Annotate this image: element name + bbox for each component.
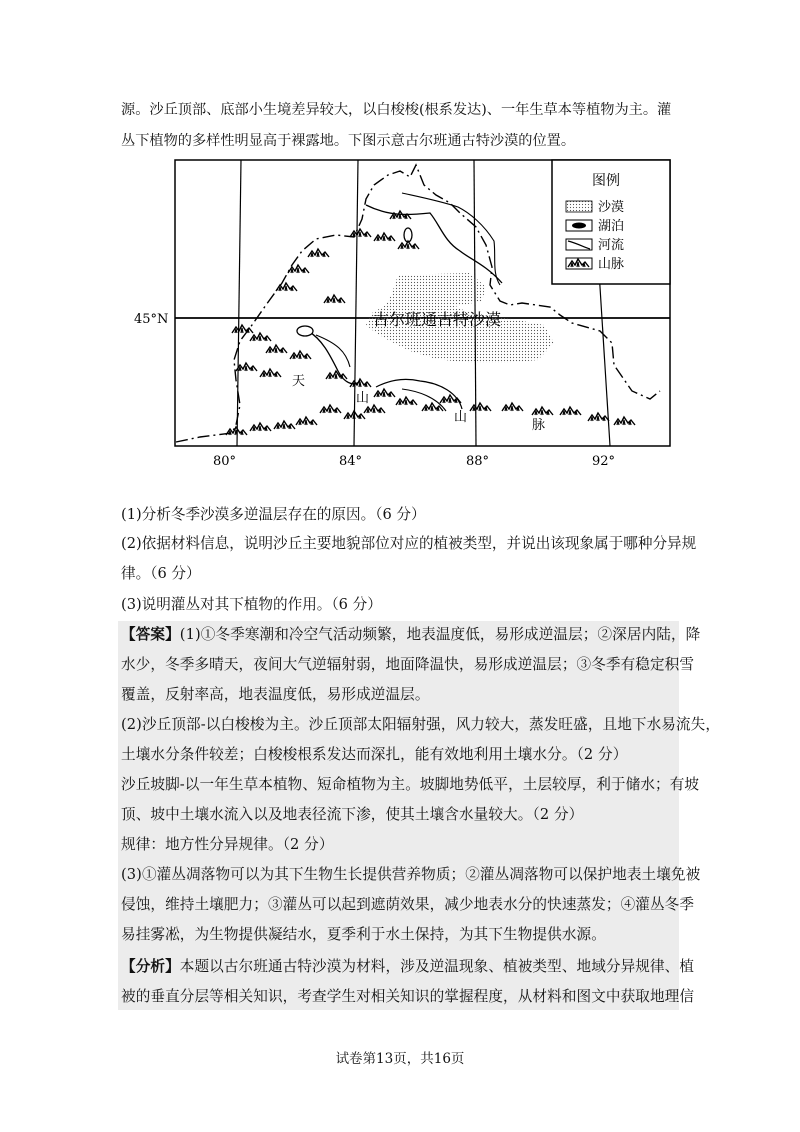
desert-name-label: 古尔班通古特沙漠 <box>373 310 502 329</box>
question-2-line-1: (2)依据材料信息，说明沙丘主要地貌部位对应的植被类型，并说出该现象属于哪种分异规 <box>121 535 697 552</box>
longitude-label-88: 88° <box>466 454 490 469</box>
answer-line-9: (3)①灌丛凋落物可以为其下生物生长提供营养物质；②灌丛凋落物可以保护地表土壤免被 <box>121 866 701 883</box>
analysis-label: 【分析】 <box>121 958 180 975</box>
analysis-line-text: 本题以古尔班通古特沙漠为材料，涉及逆温现象、植被类型、地域分异规律、植 <box>179 958 695 975</box>
answer-line-2: 水少，冬季多晴天，夜间大气逆辐射弱，地面降温快，易形成逆温层；③冬季有稳定积雪 <box>121 656 695 673</box>
page-footer: 试卷第13页，共16页 <box>335 1051 465 1067</box>
answer-label: 【答案】 <box>121 626 180 643</box>
answer-line-11: 易挂雾凇，为生物提供凝结水，夏季利于水土保持，为其下生物提供水源。 <box>121 926 606 943</box>
answer-line-1 <box>121 624 700 646</box>
legend-title: 图例 <box>592 173 620 189</box>
legend-desert-label: 沙漠 <box>598 200 625 215</box>
mountain-label-mai: 脉 <box>532 418 546 433</box>
answer-line-4: (2)沙丘顶部-以白梭梭为主。沙丘顶部太阳辐射强，风力较大，蒸发旺盛，且地下水易流失， <box>121 716 721 733</box>
answer-line-6: 沙丘坡脚-以一年生草本植物、短命植物为主。坡脚地势低平，土层较厚，利于储水；有坡 <box>121 776 700 793</box>
legend-lake-label: 湖泊 <box>598 219 625 234</box>
intro-line-1: 源。沙丘顶部、底部小生境差异较大，以白梭梭(根系发达)、一年生草本等植物为主。灌 <box>121 102 672 118</box>
legend-desert-swatch <box>566 201 592 212</box>
mountain-label-shan-1: 山 <box>356 391 370 406</box>
analysis-line-1 <box>121 956 694 978</box>
map-legend <box>552 160 670 284</box>
mountain-label-shan-2: 山 <box>454 410 468 425</box>
answer-line-5: 土壤水分条件较差；白梭梭根系发达而深扎，能有效地利用土壤水分。（2 分） <box>121 746 628 763</box>
longitude-label-84: 84° <box>339 454 363 469</box>
legend-lake-icon <box>572 223 586 229</box>
longitude-label-80: 80° <box>213 454 237 469</box>
question-2-line-2: 律。（6 分） <box>121 565 201 582</box>
latitude-label: 45°N <box>134 312 169 327</box>
lake-west <box>297 326 313 336</box>
legend-river-label: 河流 <box>598 238 625 253</box>
longitude-label-92: 92° <box>592 454 616 469</box>
answer-line-8: 规律：地方性分异规律。（2 分） <box>121 836 334 853</box>
question-1: (1)分析冬季沙漠多逆温层存在的原因。（6 分） <box>121 506 426 523</box>
analysis-line-2: 被的垂直分层等相关知识，考查学生对相关知识的掌握程度，从材料和图文中获取地理信 <box>121 988 695 1005</box>
answer-line-10: 侵蚀，维持土壤肥力；③灌丛可以起到遮荫效果，减少地表水分的快速蒸发；④灌丛冬季 <box>121 896 695 913</box>
desert-location-map <box>134 155 680 475</box>
answer-line-text: (1)①冬季寒潮和冷空气活动频繁，地表温度低，易形成逆温层；②深居内陆，降 <box>179 626 701 643</box>
answer-line-7: 顶、坡中土壤水流入以及地表径流下渗，使其土壤含水量较大。（2 分） <box>121 806 584 823</box>
legend-mountain-label: 山脉 <box>598 257 625 272</box>
intro-line-2: 丛下植物的多样性明显高于裸露地。下图示意古尔班通古特沙漠的位置。 <box>121 133 576 149</box>
mountain-label-tian: 天 <box>292 374 306 389</box>
answer-line-3: 覆盖，反射率高，地表温度低，易形成逆温层。 <box>121 686 430 703</box>
question-3: (3)说明灌丛对其下植物的作用。（6 分） <box>121 596 382 613</box>
